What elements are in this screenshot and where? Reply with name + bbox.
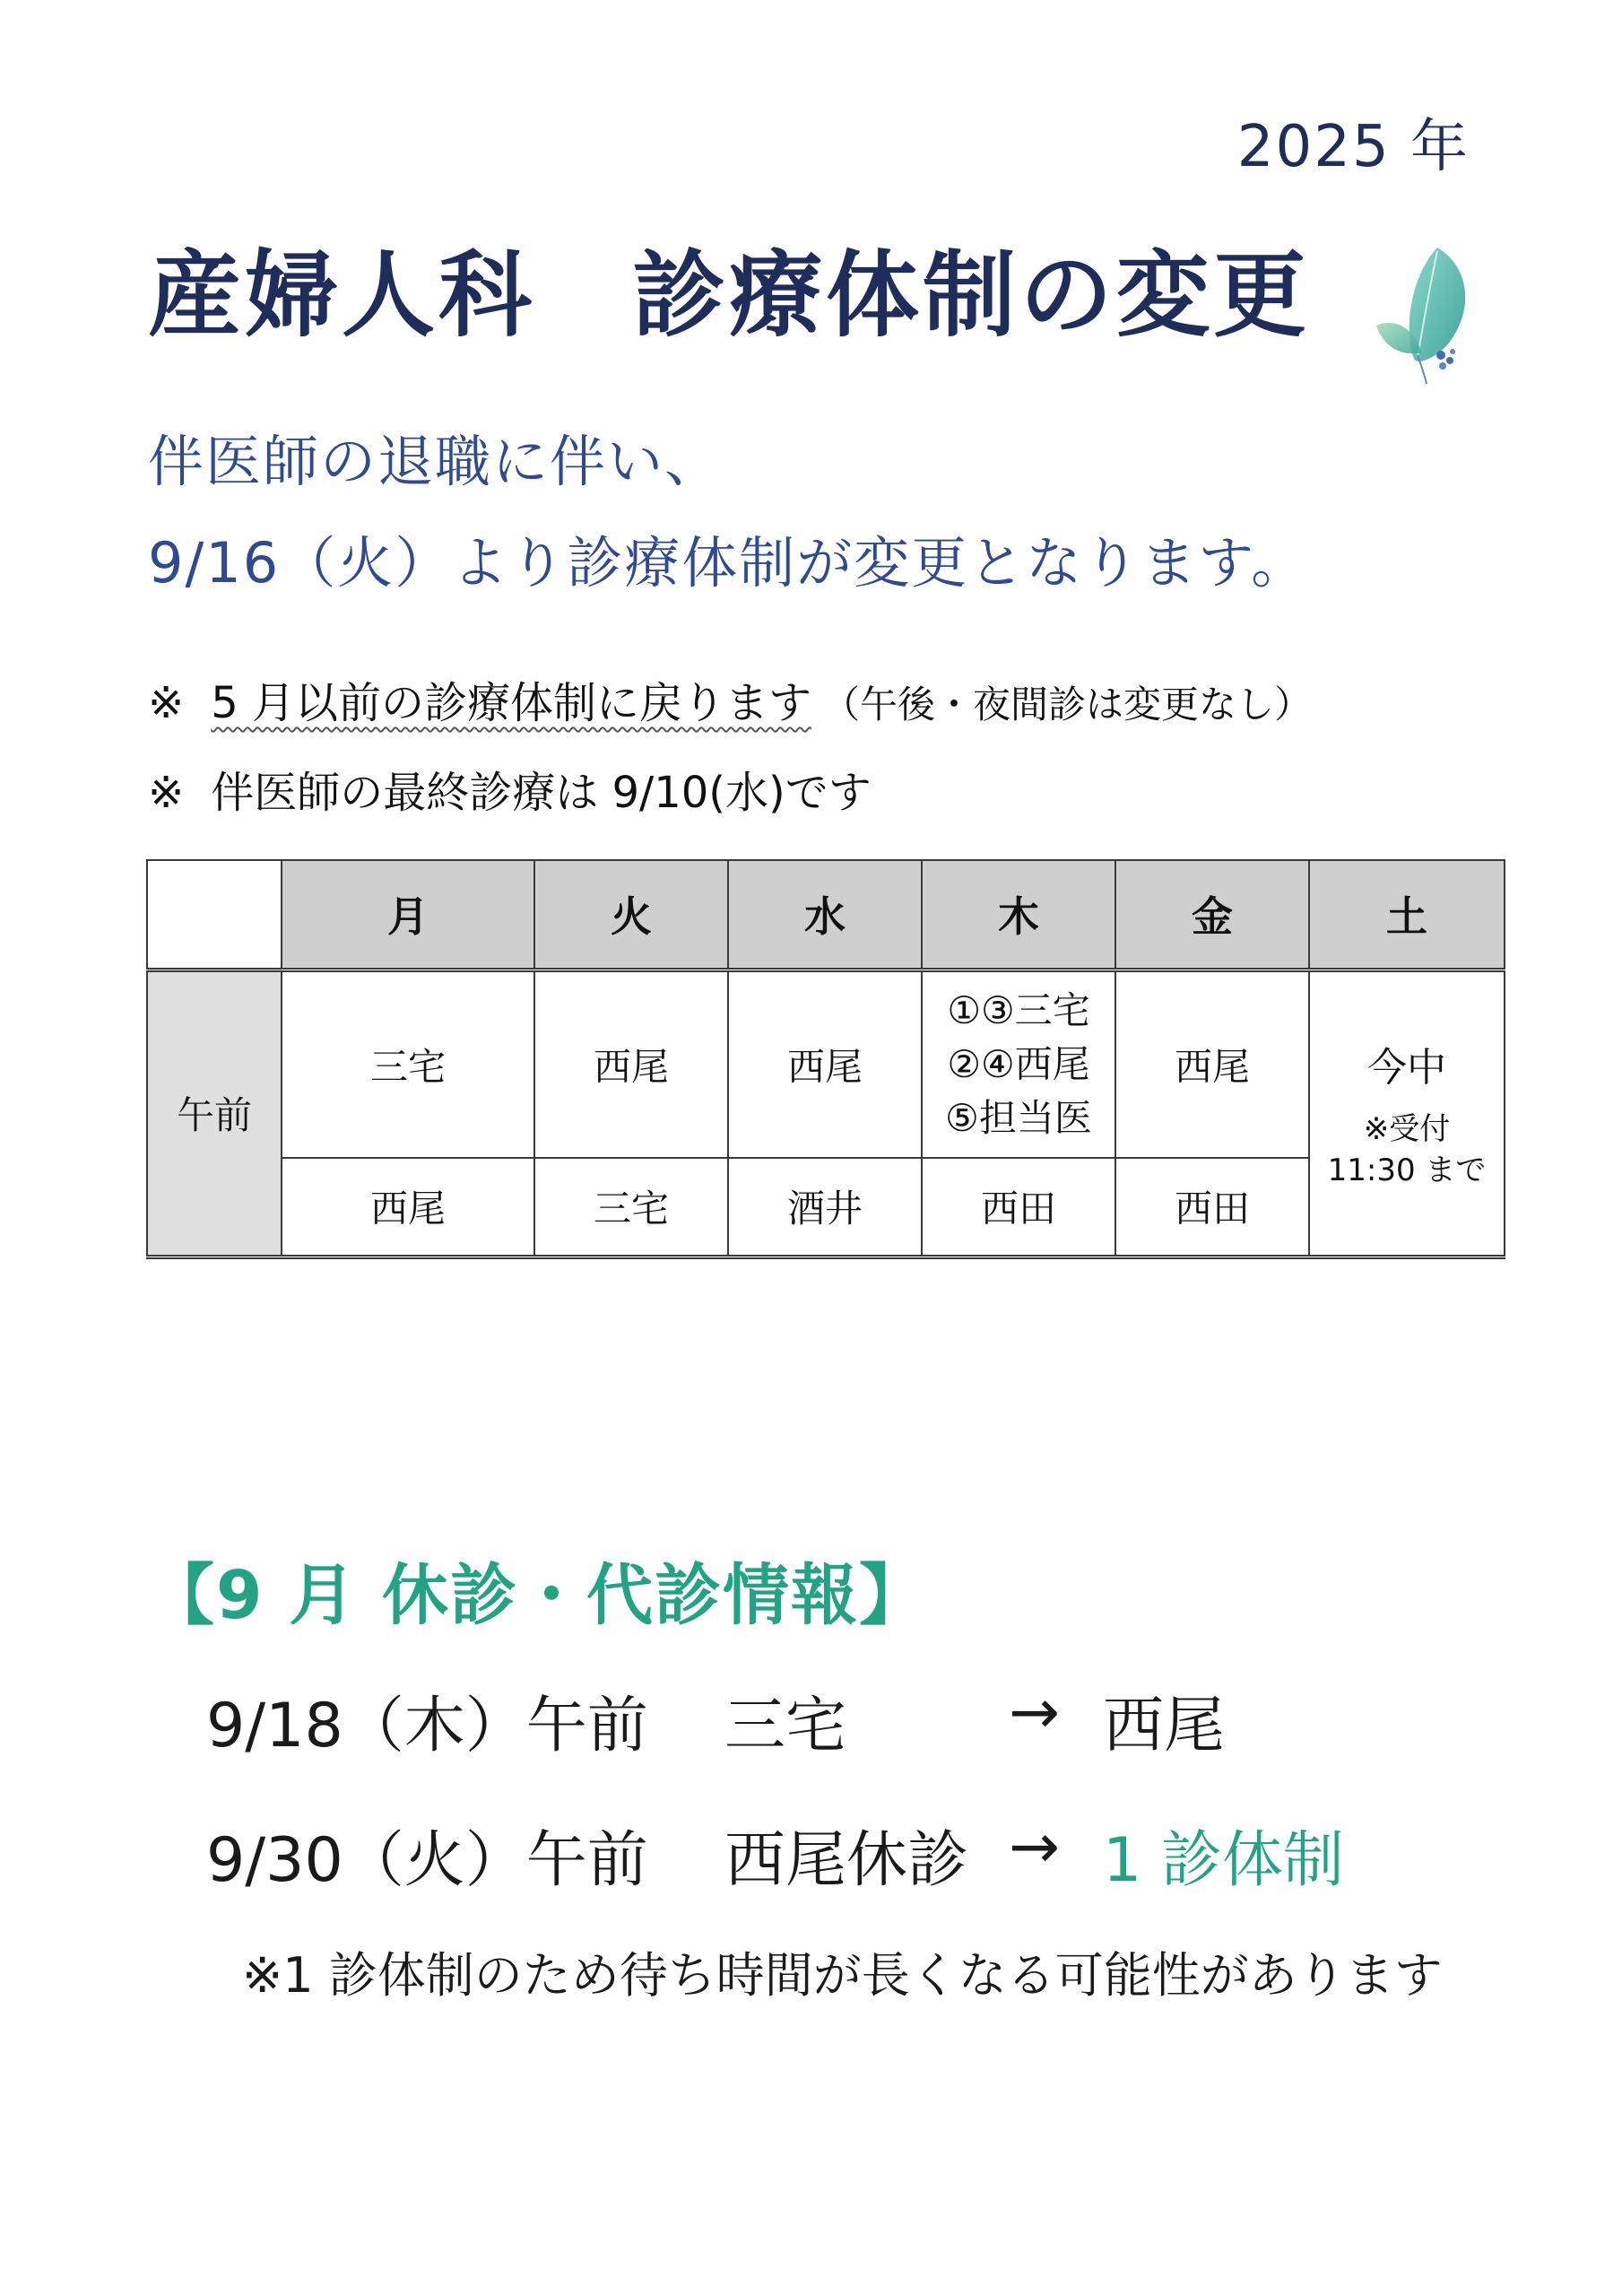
- cell-thu-2: 西田: [922, 1158, 1115, 1257]
- intro-line-1: 伴医師の退職に伴い、: [148, 429, 723, 494]
- change-1-result: 西尾: [1103, 1691, 1226, 1761]
- day-sat: 土: [1309, 860, 1505, 970]
- cell-sat: [1309, 970, 1505, 1257]
- change-2-date: 9/30（火）午前: [206, 1825, 648, 1896]
- leaf-icon: [1367, 240, 1479, 388]
- change-2-doctor: 西尾休診: [724, 1825, 969, 1896]
- change-1-date: 9/18（木）午前: [206, 1691, 648, 1761]
- cell-wed-1: 西尾: [728, 970, 922, 1158]
- sat-note-1: ※受付: [1363, 1111, 1451, 1147]
- cell-fri-1: 西尾: [1115, 970, 1309, 1158]
- cell-tue-1: 西尾: [534, 970, 728, 1158]
- cell-fri-2: 西田: [1115, 1158, 1309, 1257]
- cell-wed-2: 酒井: [728, 1158, 922, 1257]
- change-1-arrow: →: [1009, 1677, 1060, 1748]
- page-title: 産婦人科 診療体制の変更: [148, 240, 1311, 350]
- intro-line-2: 9/16（火）より診療体制が変更となります。: [148, 530, 1309, 596]
- day-mon: 月: [282, 860, 534, 970]
- note-mark: ※: [148, 768, 185, 818]
- note-1: [148, 668, 1312, 730]
- corner-cell: [147, 860, 282, 970]
- year-label: 2025 年: [1236, 114, 1470, 180]
- change-1-doctor: 三宅: [724, 1691, 847, 1761]
- day-thu: 木: [922, 860, 1115, 970]
- header-row: [147, 860, 1505, 970]
- thu-line-1: ①③三宅: [947, 987, 1090, 1032]
- note-1-main: 5 月以前の診療体制に戻ります: [211, 678, 812, 728]
- sat-doctor: 今中: [1367, 1045, 1446, 1091]
- footnote: ※1 診体制のため待ち時間が長くなる可能性があります: [242, 1947, 1443, 2004]
- section-title: 【9 月 休診・代診情報】: [148, 1557, 928, 1634]
- sat-note-2: 11:30 まで: [1327, 1152, 1487, 1188]
- note-2: [148, 758, 872, 820]
- row-label-morning: 午前: [147, 970, 282, 1257]
- cell-tue-2: 三宅: [534, 1158, 728, 1257]
- day-wed: 水: [728, 860, 922, 970]
- note-mark: ※: [148, 678, 185, 728]
- note-1-sub: （午後・夜間診は変更なし）: [822, 683, 1313, 726]
- table-row: [147, 1158, 1505, 1257]
- day-fri: 金: [1115, 860, 1309, 970]
- table-row: [147, 970, 1505, 1158]
- change-2-arrow: →: [1009, 1812, 1060, 1883]
- thu-line-3: ⑤担当医: [945, 1095, 1092, 1140]
- day-tue: 火: [534, 860, 728, 970]
- note-2-text: 伴医師の最終診療は 9/10(水)です: [211, 768, 872, 818]
- cell-thu-1: [922, 970, 1115, 1158]
- cell-mon-2: 西尾: [282, 1158, 534, 1257]
- cell-mon-1: 三宅: [282, 970, 534, 1158]
- change-2-result: 1 診体制: [1103, 1825, 1344, 1896]
- schedule-table: [146, 859, 1505, 1259]
- thu-line-2: ②④西尾: [947, 1041, 1090, 1086]
